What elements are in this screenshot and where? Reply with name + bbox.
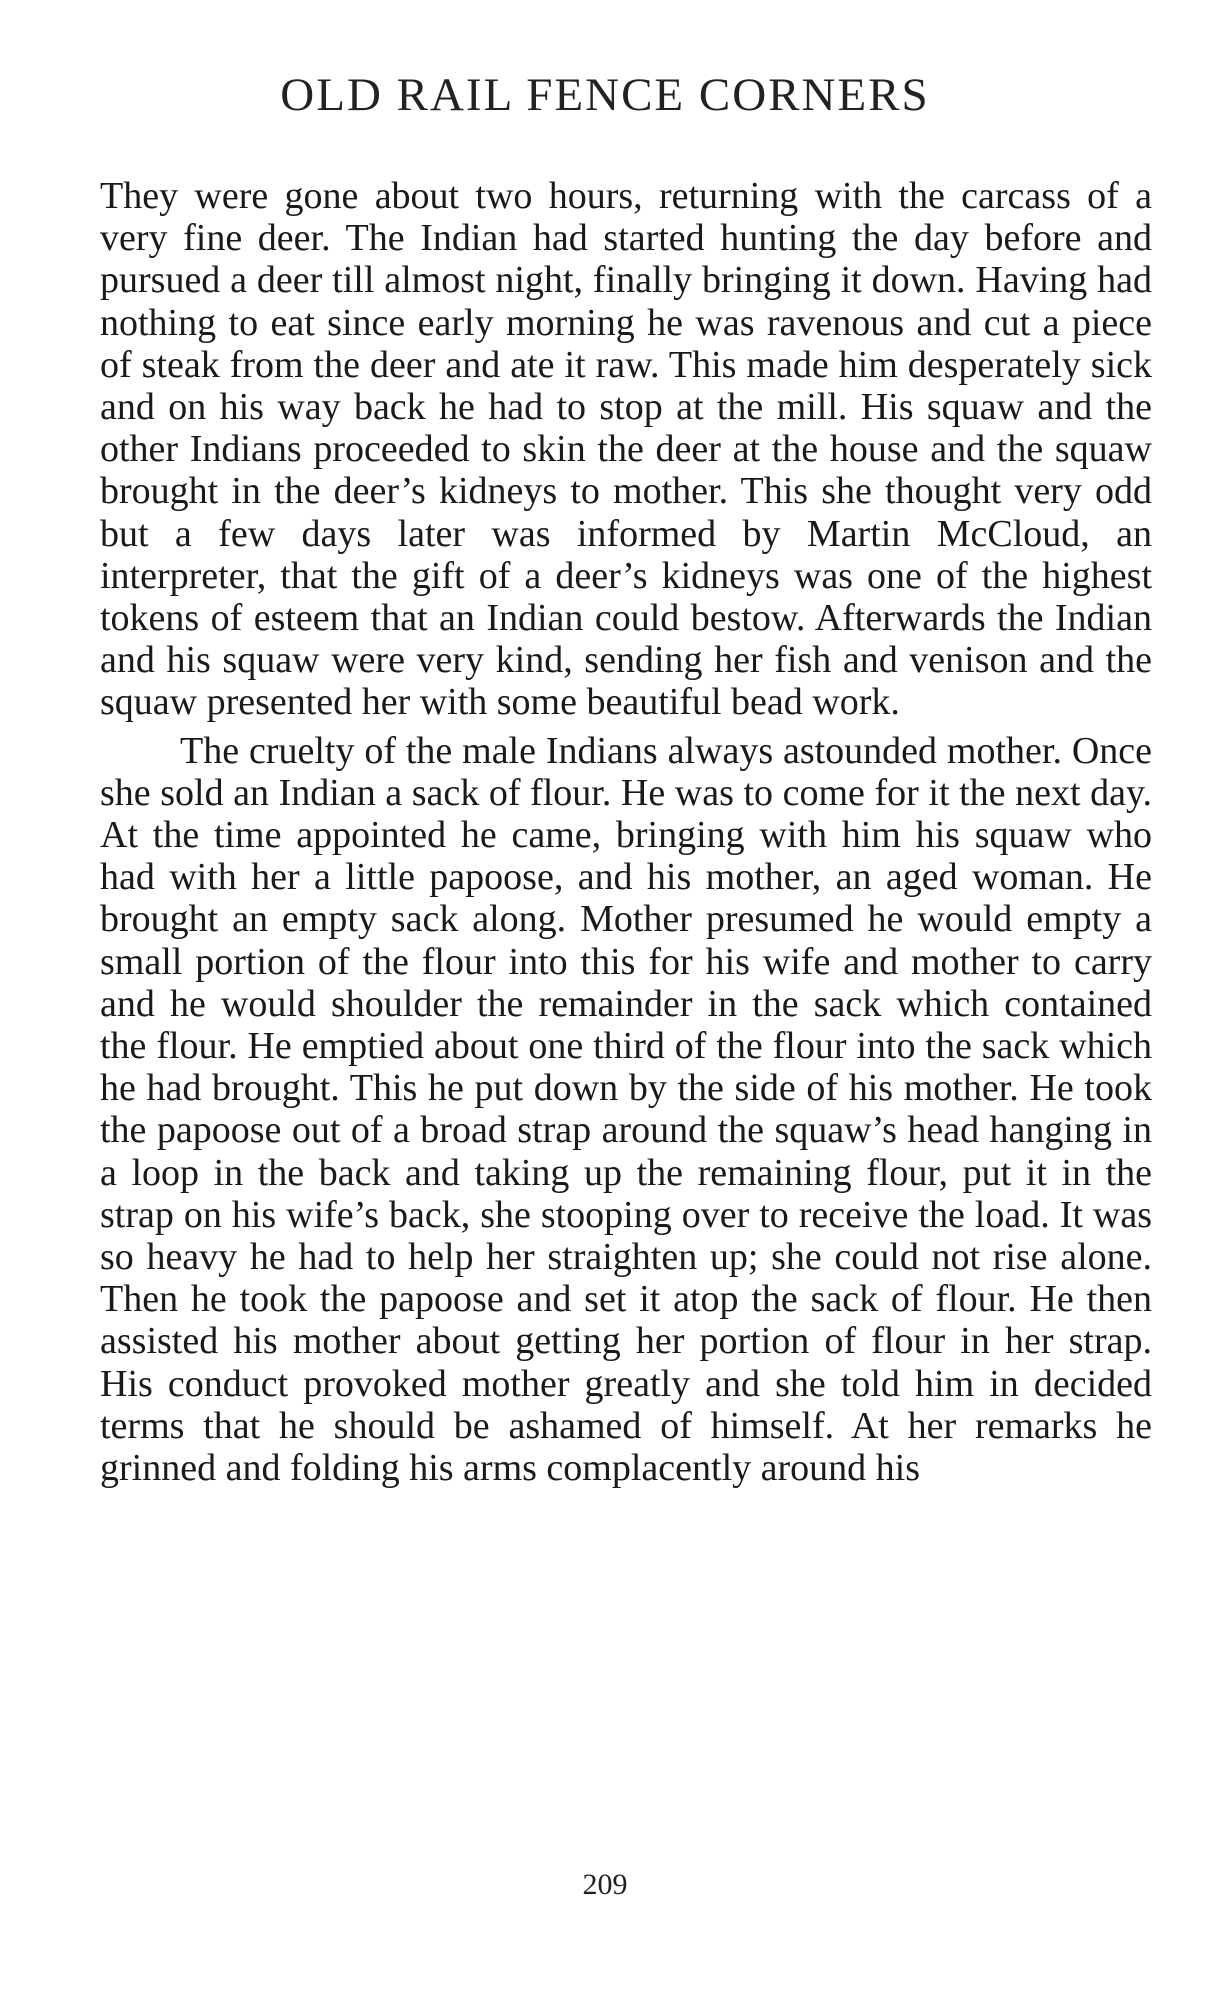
paragraph: The cruelty of the male Indians always astounded mother. Once she sold an Indian a sack of flour. He was to come for it the next day. At the time appointed he came, bringing with him his squaw who had with her a little papoose, and his mother, an aged woman. He brought an empty sack along. Mother presumed he would empty a small portion of the flour into this for his wife and mother to carry and he would shoulder the remainder in the sack which contained the flour. He emptied about one third of the flour into the sack which he had brought. This he put down by the side of his mother. He took the papoose out of a broad strap around the squaw’s head hanging in a loop in the back and taking up the remaining flour, put it in the strap on his wife’s back, she stooping over to receive the load. It was so heavy he had to help her straighten up; she could not rise alone. Then he took the papoose and set it atop the sack of flour. He then assisted his mother about getting her portion of flour in her strap. His conduct provoked mother greatly and she told him in decided terms that he should be ashamed of himself. At her remarks he grinned and folding his arms complacently around his (100, 729, 1152, 1490)
paragraph-continued: They were gone about two hours, returning with the carcass of a very fine deer. The Indian had started hunting the day before and pursued a deer till almost night, finally bringing it down. Having had nothing to eat since early morning he was ravenous and cut a piece of steak from the deer and ate it raw. This made him desperately sick and on his way back he had to stop at the mill. His squaw and the other Indians proceeded to skin the deer at the house and the squaw brought in the deer’s kidneys to mother. This she thought very odd but a few days later was informed by Martin McCloud, an interpreter, that the gift of a deer’s kidneys was one of the highest tokens of esteem that an Indian could bestow. Afterwards the Indian and his squaw were very kind, sending her fish and venison and the squaw presented her with some beautiful bead work. (100, 175, 1152, 724)
body-text (100, 175, 1152, 1489)
page-number: 209 (582, 1868, 628, 1901)
running-title: OLD RAIL FENCE CORNERS (280, 69, 930, 121)
